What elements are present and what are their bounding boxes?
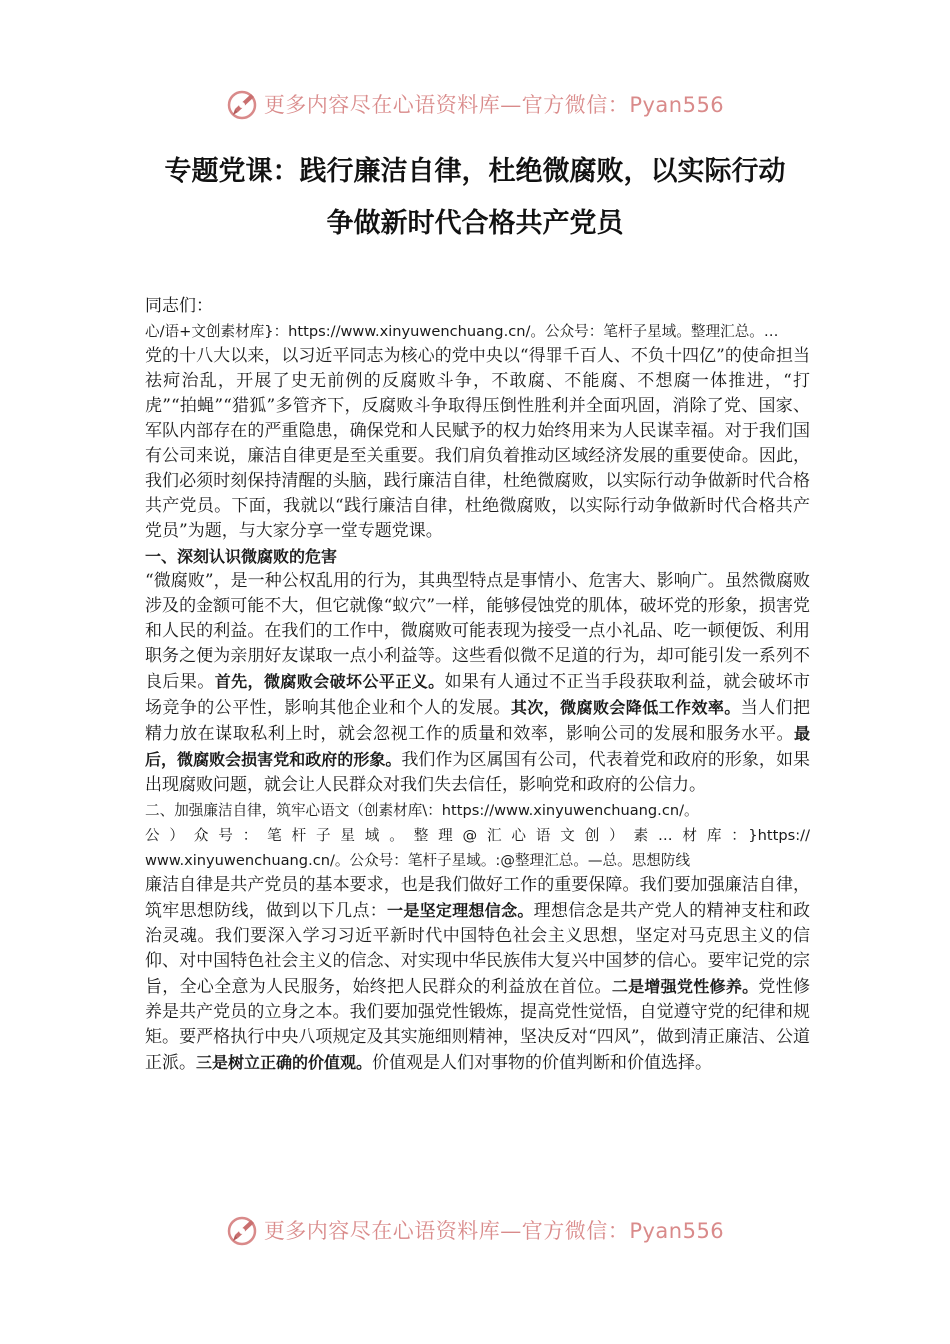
document-body xyxy=(145,294,810,1076)
banner-text: 更多内容尽在心语资料库—官方微信：Pyan556 xyxy=(263,93,725,117)
section-2-heading: 二、加强廉洁自律，筑牢心语文（创素材库\：https://www.xinyuwenchuang.cn/。 公）众号：笔杆子星域。整理@汇心语文创）素…材库：}https:// www.xinyuwenchuang.cn/。公众号：笔杆子星域。:@整理汇总。—总。思想防线 xyxy=(145,802,810,869)
section-1-paragraph: “微腐败”，是一种公权乱用的行为，其典型特点是事情小、危害大、影响广。虽然微腐败涉及的金额可能不大，但它就像“蚁穴”一样，能够侵蚀党的肌体，破坏党的形象，损害党和人民的利益。在我们的工作中，微腐败可能表现为接受一点小礼品、吃一顿便饭、利用职务之便为亲朋好友谋取一点小利益等。这些看似微不足道的行为，却可能引发一系列不良后果。首先，微腐败会破坏公平正义。如果有人通过不正当手段获取利益，就会破坏市场竞争的公平性，影响其他企业和个人的发展。其次，微腐败会降低工作效率。当人们把精力放在谋取私利上时，就会忽视工作的质量和效率，影响公司的发展和服务水平。最后，微腐败会损害党和政府的形象。我们作为区属国有公司，代表着党和政府的形象，如果出现腐败问题，就会让人民群众对我们失去信任，影响党和政府的公信力。 xyxy=(145,571,810,795)
footer-watermark-banner xyxy=(0,1210,950,1250)
pen-logo-icon xyxy=(226,87,260,121)
title-line-2: 争做新时代合格共产党员 xyxy=(326,208,624,239)
page-title xyxy=(100,146,850,250)
title-line-1: 专题党课：践行廉洁自律，杜绝微腐败，以实际行动 xyxy=(164,156,786,187)
greeting: 同志们： xyxy=(145,296,213,316)
intro-paragraph: 党的十八大以来，以习近平同志为核心的党中央以“得罪千百人、不负十四亿”的使命担当祛疴治乱，开展了史无前例的反腐败斗争，不敢腐、不能腐、不想腐一体推进，“打虎”“拍蝇”“猎狐”多管齐下，反腐败斗争取得压倒性胜利并全面巩固，消除了党、国家、军队内部存在的严重隐患，确保党和人民赋予的权力始终用来为人民谋幸福。对于我们国有公司来说，廉洁自律更是至关重要。我们肩负着推动区域经济发展的重要使命。因此，我们必须时刻保持清醒的头脑，践行廉洁自律，杜绝微腐败，以实际行动争做新时代合格共产党员。下面，我就以“践行廉洁自律，杜绝微腐败，以实际行动争做新时代合格共产党员”为题，与大家分享一堂专题党课。 xyxy=(145,346,810,541)
pen-logo-icon xyxy=(226,1213,260,1247)
section-2-paragraph: 廉洁自律是共产党员的基本要求，也是我们做好工作的重要保障。我们要加强廉洁自律，筑牢思想防线，做到以下几点：一是坚定理想信念。理想信念是共产党人的精神支柱和政治灵魂。我们要深入学习习近平新时代中国特色社会主义思想，坚定对马克思主义的信仰、对中国特色社会主义的信念、对实现中华民族伟大复兴中国梦的信心。要牢记党的宗旨，全心全意为人民服务，始终把人民群众的利益放在首位。二是增强党性修养。党性修养是共产党员的立身之本。我们要加强党性锻炼，提高党性觉悟，自觉遵守党的纪律和规矩。要严格执行中央八项规定及其实施细则精神，坚决反对“四风”，做到清正廉洁、公道正派。三是树立正确的价值观。价值观是人们对事物的价值判断和价值选择。 xyxy=(145,875,810,1073)
section-1-heading: 一、深刻认识微腐败的危害 xyxy=(145,547,338,566)
banner-text: 更多内容尽在心语资料库—官方微信：Pyan556 xyxy=(263,1219,725,1243)
source-note: 心/语+文创素材库}：https://www.xinyuwenchuang.cn/。公众号：笔杆子星域。整理汇总。… xyxy=(145,323,779,340)
header-watermark-banner xyxy=(0,84,950,124)
